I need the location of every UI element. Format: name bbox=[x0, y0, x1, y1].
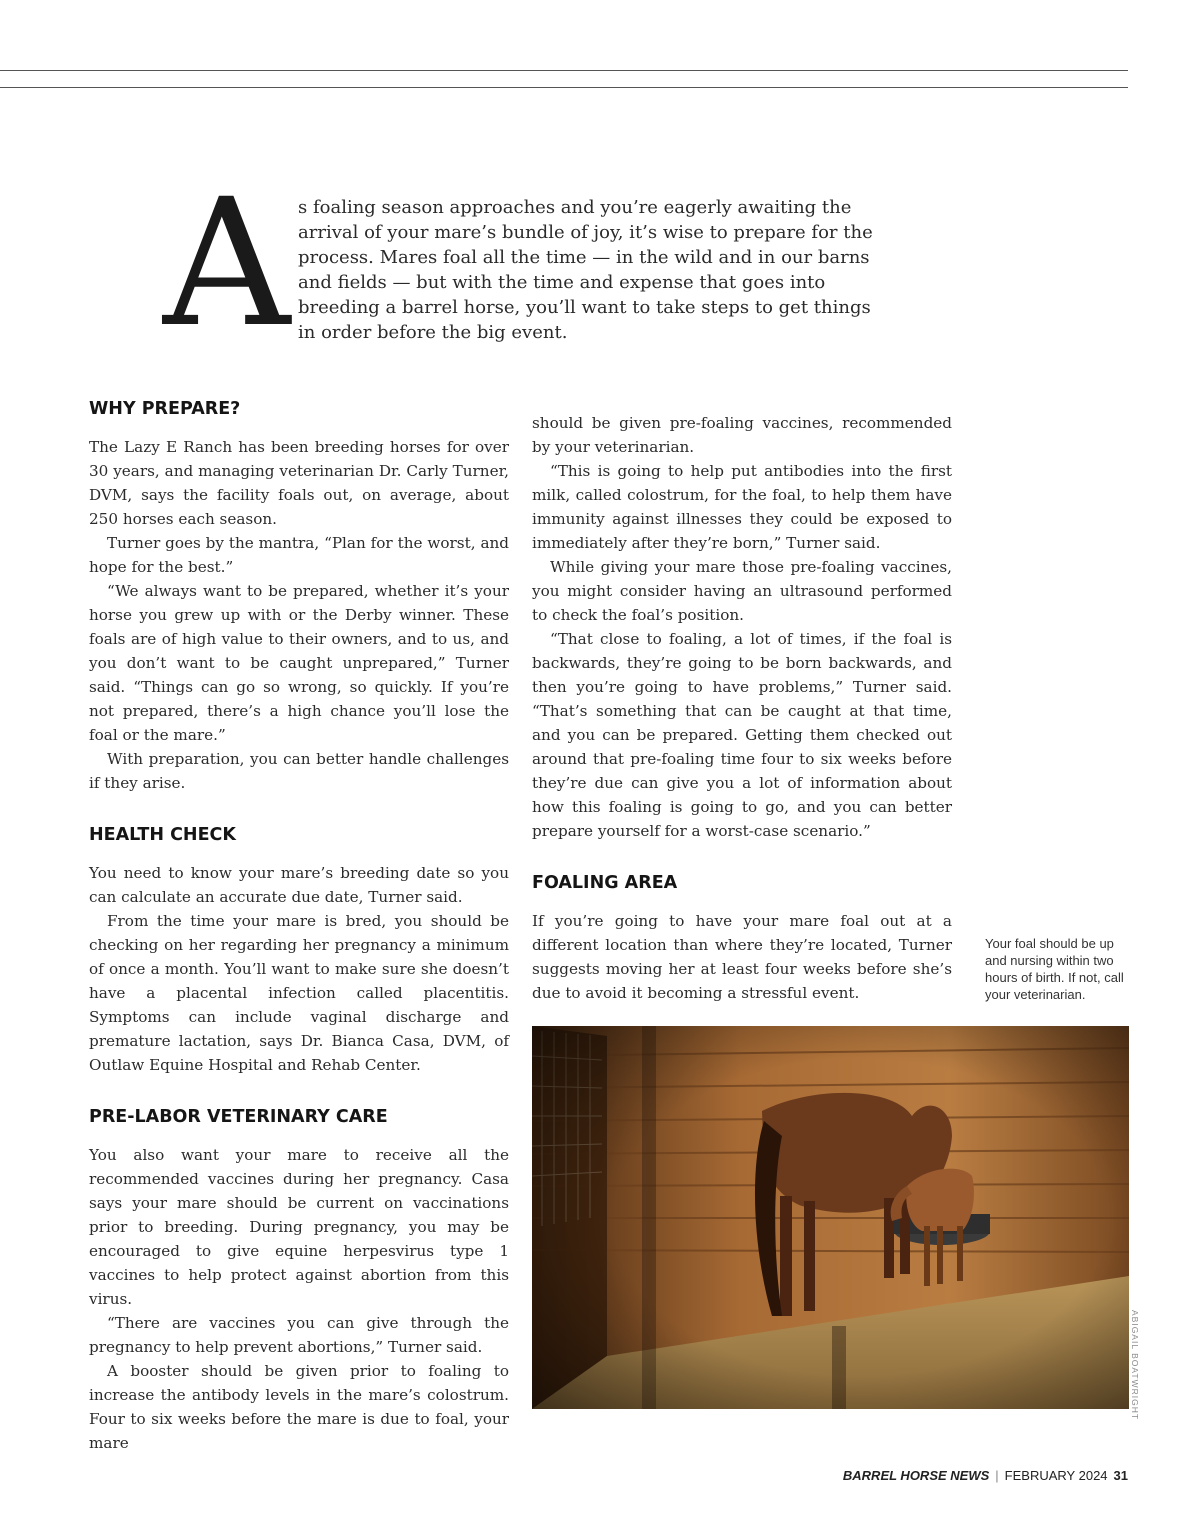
section-heading: FOALING AREA bbox=[532, 873, 678, 893]
body-paragraph: “This is going to help put antibodies into the first milk, called colostrum, for the foal, to help them have immunity against illnesses they could be exposed to immediately after they’re born,” Turner said. bbox=[532, 462, 952, 552]
top-rule bbox=[0, 70, 1128, 71]
photo-caption: Your foal should be up and nursing within two hours of birth. If not, call your veterinarian. bbox=[985, 936, 1124, 1002]
foreground-bar bbox=[642, 1026, 656, 1409]
stall-illustration bbox=[532, 1026, 1129, 1409]
section-pre-labor-care bbox=[89, 1105, 509, 1455]
foreground-bar bbox=[832, 1326, 846, 1409]
body-paragraph: The Lazy E Ranch has been breeding horses for over 30 years, and managing veterinarian Dr. Carly Turner, DVM, says the facility foals out, on average, about 250 horses each season. bbox=[89, 438, 509, 528]
body-paragraph: From the time your mare is bred, you should be checking on her regarding her pregnancy a minimum of once a month. You’ll want to make sure she doesn’t have a placental infection called placentitis. Symptoms can include vaginal discharge and premature lactation, says Dr. Bianca Casa, DVM, of Outlaw Equine Hospital and Rehab Center. bbox=[89, 912, 509, 1074]
page-footer bbox=[843, 1468, 1128, 1483]
body-paragraph: Turner goes by the mantra, “Plan for the worst, and hope for the best.” bbox=[89, 534, 509, 576]
drop-cap: A bbox=[163, 161, 291, 366]
body-paragraph: A booster should be given prior to foaling to increase the antibody levels in the mare’s colostrum. Four to six weeks before the mare is due to foal, your mare bbox=[89, 1362, 509, 1452]
top-rule-secondary bbox=[0, 87, 1128, 88]
body-paragraph: With preparation, you can better handle challenges if they arise. bbox=[89, 750, 509, 792]
body-paragraph: “That close to foaling, a lot of times, if the foal is backwards, they’re going to be born backwards, and then you’re going to have problems,” Turner said. “That’s something that can be caught at that time, and you can be prepared. Getting them checked out around that pre-foaling time four to six weeks before they’re due can give you a lot of information about how this foaling is going to go, and you can better prepare yourself for a worst-case scenario.” bbox=[532, 630, 952, 840]
intro-paragraph: s foaling season approaches and you’re eagerly awaiting the arrival of your mare’s bundle of joy, it’s wise to prepare for the process. Mares foal all the time — in the wild and in our barns and fields — but with the time and expense that goes into breeding a barrel horse, you’ll want to take steps to get things in order before the big event. bbox=[298, 197, 873, 343]
photo-mare-and-foal bbox=[532, 1026, 1129, 1409]
photo-vignette bbox=[532, 1026, 1129, 1409]
section-foaling-area bbox=[532, 871, 952, 1005]
body-paragraph: “There are vaccines you can give through the pregnancy to help prevent abortions,” Turner said. bbox=[89, 1314, 509, 1356]
body-paragraph: You need to know your mare’s breeding date so you can calculate an accurate due date, Turner said. bbox=[89, 864, 509, 906]
article-column-left bbox=[89, 397, 509, 1455]
section-heading: WHY PREPARE? bbox=[89, 399, 241, 419]
photo-credit: ABIGAIL BOATWRIGHT bbox=[1130, 1310, 1140, 1421]
section-why-prepare bbox=[89, 397, 509, 795]
body-paragraph: While giving your mare those pre-foaling vaccines, you might consider having an ultrasound performed to check the foal’s position. bbox=[532, 558, 952, 624]
body-paragraph: should be given pre-foaling vaccines, recommended by your veterinarian. bbox=[532, 414, 952, 456]
body-paragraph: If you’re going to have your mare foal out at a different location than where they’re located, Turner suggests moving her at least four weeks before she’s due to avoid it becoming a stressful event. bbox=[532, 912, 952, 1002]
body-paragraph: “We always want to be prepared, whether it’s your horse you grew up with or the Derby winner. These foals are of high value to their owners, and to us, and you don’t want to be caught unprepared,” Turner said. “Things can go so wrong, so quickly. If you’re not prepared, there’s a high chance you’ll lose the foal or the mare.” bbox=[89, 582, 509, 744]
footer-issue: FEBRUARY 2024 bbox=[1004, 1468, 1108, 1483]
section-continued bbox=[532, 411, 952, 843]
section-heading: HEALTH CHECK bbox=[89, 825, 236, 845]
section-heading: PRE-LABOR VETERINARY CARE bbox=[89, 1107, 388, 1127]
footer-page-number: 31 bbox=[1113, 1468, 1128, 1483]
footer-magazine: BARREL HORSE NEWS bbox=[842, 1468, 990, 1483]
body-paragraph: You also want your mare to receive all the recommended vaccines during her pregnancy. Casa says your mare should be current on vaccinations prior to breeding. During pregnancy, you may be encouraged to give equine herpesvirus type 1 vaccines to help protect against abortion from this virus. bbox=[89, 1146, 509, 1308]
article-column-right bbox=[532, 411, 952, 1005]
section-health-check bbox=[89, 823, 509, 1077]
footer-separator: | bbox=[995, 1468, 999, 1483]
